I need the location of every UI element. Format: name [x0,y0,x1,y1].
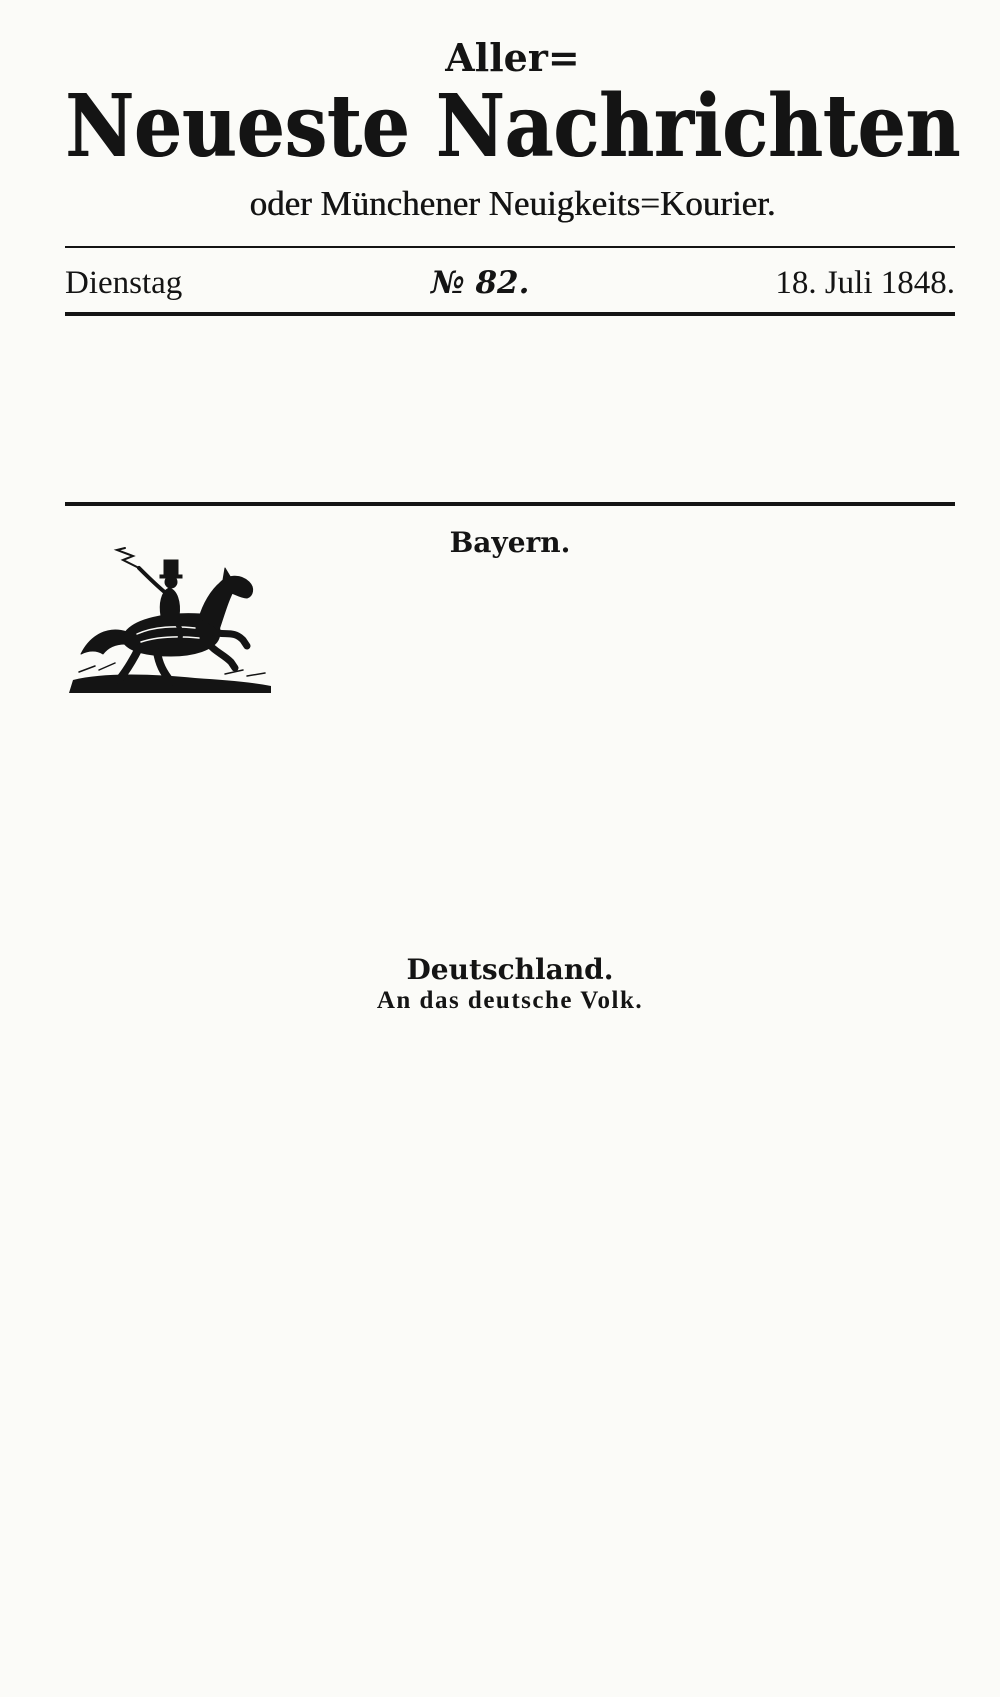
article-line [65,892,955,923]
proclamation-title: An das deutsche Volk. [376,987,644,1014]
masthead-title-text: Neueste Nachrichten [65,76,960,177]
proclamation-line [65,1207,955,1239]
proclamation-line [65,1175,955,1207]
issue-date: 18. Juli 1848. [775,265,955,301]
proclamation-line [65,1399,955,1431]
article-line [65,768,955,799]
article-line [65,830,955,861]
dateline [65,262,955,304]
proclamation-line [65,1494,955,1526]
article-line [65,706,955,737]
issue-weekday: Dienstag [65,265,183,301]
proclamation-line [65,1080,955,1112]
notice-block [65,334,955,490]
article-line [110,861,955,892]
proclamation-line [65,1271,955,1303]
proclamation-line [98,1016,955,1048]
bayern-article [65,582,955,954]
masthead-pre-title: Aller= [445,35,580,80]
notice-line [65,471,955,491]
proclamation-line [65,1622,955,1654]
masthead-subtitle: oder Münchener Neuigkeits=Kourier. [249,184,776,223]
notice-line [65,451,955,471]
proclamation-line [65,1462,955,1494]
article-line [65,923,955,954]
dateline-rule [65,312,955,316]
proclamation-line [65,1431,955,1463]
article-line [110,737,955,768]
article-line [279,675,955,706]
issue-number: № 82. [431,265,530,301]
notice-line [65,354,955,374]
proclamation-line [65,1335,955,1367]
section-heading-deutschland: Deutschland. [406,953,614,986]
proclamation-line [65,1144,955,1176]
notice-line [65,373,955,393]
article-line [312,582,955,613]
article-line [65,799,955,830]
proclamation-line [65,1526,955,1558]
notice-line [108,334,955,354]
proclamation-line [65,1239,955,1271]
article-line [281,644,955,675]
proclamation-text [65,1016,955,1654]
article-line [283,613,955,644]
proclamation-line [65,1367,955,1399]
proclamation-line [65,1303,955,1335]
masthead-title [65,76,960,177]
notice-line [65,412,955,432]
proclamation-line [65,1112,955,1144]
masthead-rule [65,246,955,248]
proclamation-line [65,1048,955,1080]
notice-line [65,432,955,452]
proclamation-line [65,1558,955,1590]
notice-line [65,393,955,413]
proclamation-line [65,1590,955,1622]
section-heading-bayern: Bayern. [449,526,571,559]
notice-rule [65,502,955,506]
